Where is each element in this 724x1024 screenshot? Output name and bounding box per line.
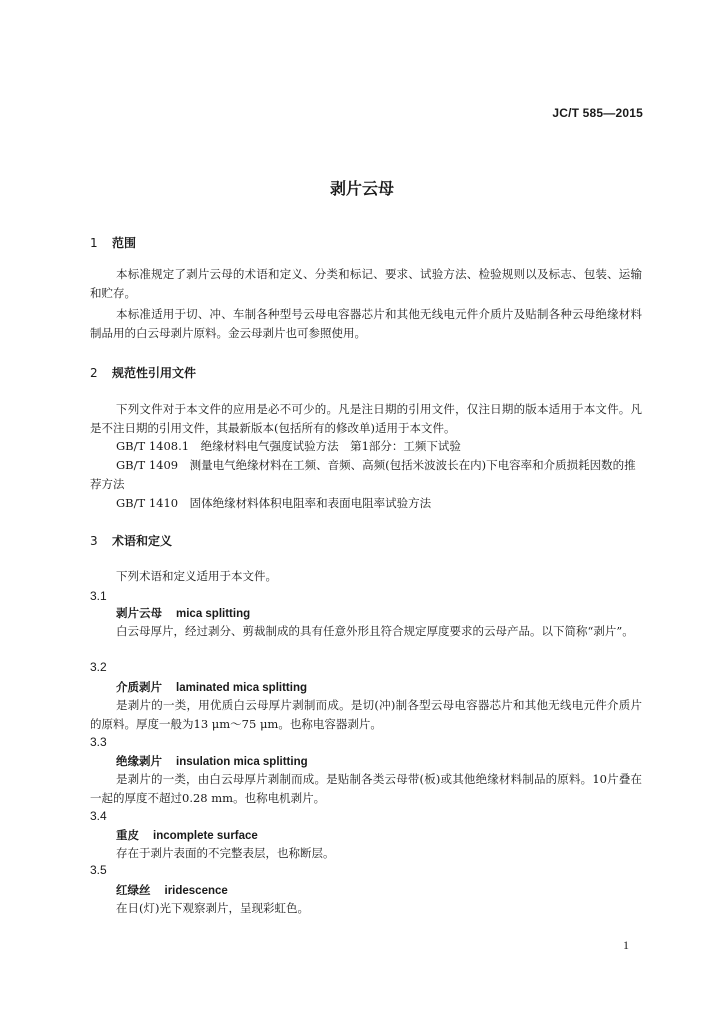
term-number: 3.3	[90, 735, 107, 749]
section-number: 3	[90, 534, 98, 548]
section-heading-terms	[90, 532, 172, 549]
term-en: insulation mica splitting	[176, 756, 308, 768]
section-heading-scope	[90, 234, 136, 251]
term-zh: 红绿丝	[116, 883, 151, 897]
term-zh: 绝缘剥片	[116, 754, 162, 768]
term-zh: 重皮	[116, 828, 139, 842]
paragraph: 下列文件对于本文件的应用是必不可少的。凡是注日期的引用文件，仅注日期的版本适用于本文件。凡是不注日期的引用文件，其最新版本(包括所有的修改单)适用于本文件。	[90, 402, 642, 435]
document-title: 剥片云母	[329, 179, 394, 198]
term-title	[116, 882, 228, 898]
section-title: 术语和定义	[112, 534, 173, 548]
paragraph: 下列术语和定义适用于本文件。	[116, 569, 277, 583]
term-en: incomplete surface	[153, 830, 258, 842]
section-heading-normative-references	[90, 364, 196, 381]
term-title	[116, 605, 250, 621]
term-zh: 剥片云母	[116, 606, 162, 620]
term-number: 3.2	[90, 660, 107, 674]
page-number: 1	[623, 938, 629, 952]
section-title: 规范性引用文件	[112, 366, 197, 380]
standard-code: JC/T 585—2015	[552, 106, 643, 120]
reference-item: GB/T 1410 固体绝缘材料体积电阻率和表面电阻率试验方法	[116, 496, 432, 510]
term-definition: 是剥片的一类，用优质白云母厚片剥制而成。是切(冲)制各型云母电容器芯片和其他无线电元件介质片的原料。厚度一般为13 μm～75 μm。也称电容器剥片。	[90, 698, 642, 731]
paragraph: 本标准规定了剥片云母的术语和定义、分类和标记、要求、试验方法、检验规则以及标志、包装、运输和贮存。	[90, 267, 642, 300]
term-definition: 是剥片的一类，由白云母厚片剥制而成。是贴制各类云母带(板)或其他绝缘材料制品的原料。10片叠在一起的厚度不超过0.28 mm。也称电机剥片。	[90, 772, 642, 805]
term-number: 3.4	[90, 809, 107, 823]
term-number: 3.5	[90, 863, 107, 877]
term-definition: 存在于剥片表面的不完整表层，也称断层。	[116, 846, 335, 860]
term-zh: 介质剥片	[116, 680, 162, 694]
paragraph: 本标准适用于切、冲、车制各种型号云母电容器芯片和其他无线电元件介质片及贴制各种云母绝缘材料制品用的白云母剥片原料。金云母剥片也可参照使用。	[90, 307, 642, 340]
term-en: mica splitting	[176, 608, 251, 620]
section-number: 1	[90, 236, 98, 250]
reference-item: GB/T 1408.1 绝缘材料电气强度试验方法 第1部分：工频下试验	[116, 439, 461, 453]
section-number: 2	[90, 366, 98, 380]
term-title	[116, 827, 258, 843]
reference-item: GB/T 1409 测量电气绝缘材料在工频、音频、高频(包括米波波长在内)下电容率和介质损耗因数的推荐方法	[90, 458, 636, 491]
term-number: 3.1	[90, 589, 107, 603]
term-en: laminated mica splitting	[176, 682, 307, 694]
term-en: iridescence	[164, 885, 228, 897]
term-definition: 白云母厚片，经过剥分、剪裁制成的具有任意外形且符合规定厚度要求的云母产品。以下简称“剥片”。	[116, 624, 634, 638]
term-title	[116, 679, 307, 695]
section-title: 范围	[112, 236, 137, 250]
term-title	[116, 753, 308, 769]
term-definition: 在日(灯)光下观察剥片，呈现彩虹色。	[116, 901, 309, 915]
